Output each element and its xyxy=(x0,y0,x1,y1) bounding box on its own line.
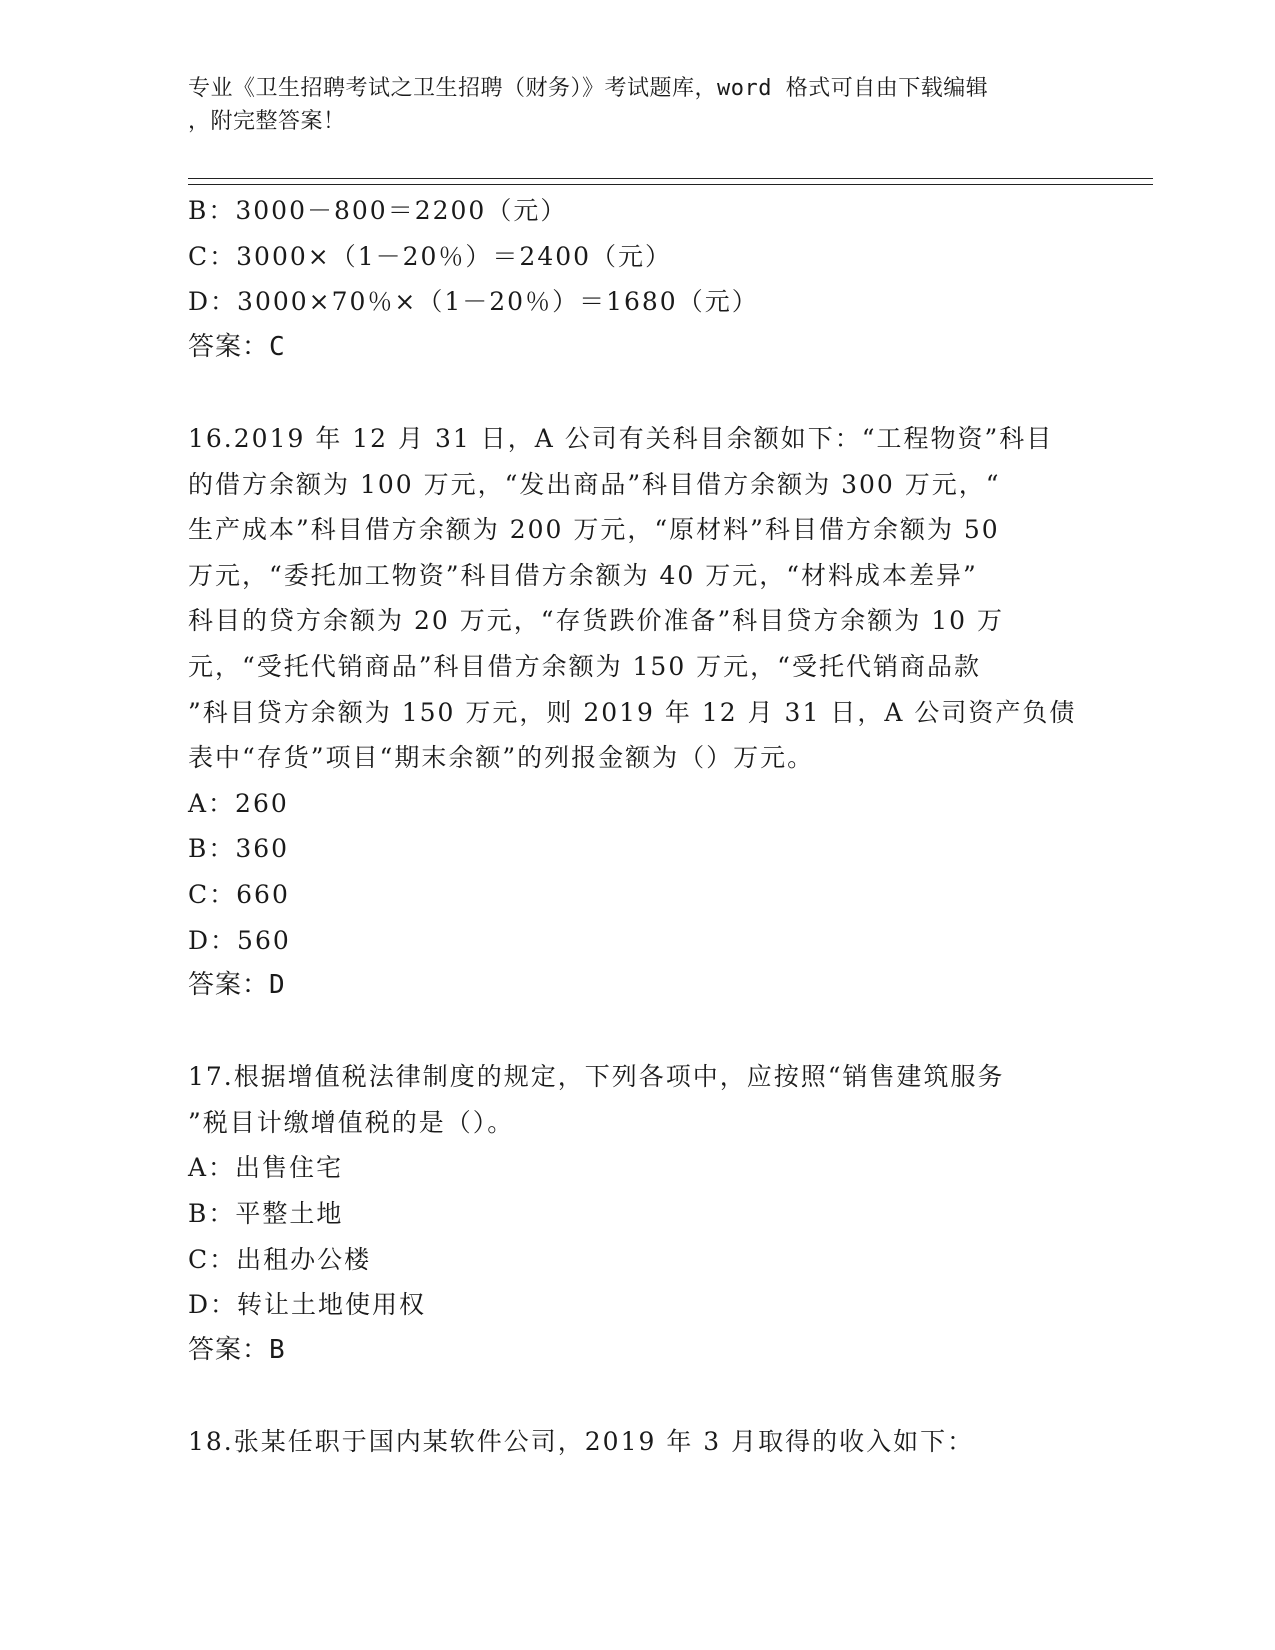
header-divider-bottom xyxy=(188,184,1153,185)
question-text-line: 18.张某任职于国内某软件公司，2019 年 3 月取得的收入如下： xyxy=(188,1427,975,1457)
question-17 xyxy=(188,1054,1078,1373)
page-header xyxy=(188,72,1068,138)
answer-line: 答案：C xyxy=(188,331,286,362)
question-16 xyxy=(188,416,1078,1009)
spacer xyxy=(188,1009,1078,1055)
option-c: C：出租办公楼 xyxy=(188,1244,372,1274)
option-b: B：平整土地 xyxy=(188,1199,344,1229)
option-a: A：出售住宅 xyxy=(188,1153,344,1183)
option-c: C：660 xyxy=(188,879,290,909)
answer-line: 答案：B xyxy=(188,1334,286,1365)
question-18 xyxy=(188,1419,1078,1465)
spacer xyxy=(188,370,1078,416)
question-text-line: ”税目计缴增值税的是（）。 xyxy=(188,1107,515,1137)
option-d: D：560 xyxy=(188,925,291,955)
header-divider-top xyxy=(188,178,1153,179)
question-text-line: 万元，“委托加工物资”科目借方余额为 40 万元，“材料成本差异” xyxy=(188,560,978,590)
question-text-line: 17.根据增值税法律制度的规定，下列各项中，应按照“销售建筑服务 xyxy=(188,1062,1005,1092)
document-body xyxy=(188,188,1078,1465)
option-d: D：转让土地使用权 xyxy=(188,1290,427,1320)
header-line-2: ，附完整答案！ xyxy=(188,109,346,134)
question-text-line: 的借方余额为 100 万元，“发出商品”科目借方余额为 300 万元，“ xyxy=(188,469,1001,499)
spacer xyxy=(188,1373,1078,1419)
header-line-1: 专业《卫生招聘考试之卫生招聘（财务）》考试题库，word 格式可自由下载编辑 xyxy=(188,76,989,101)
option-a: A：260 xyxy=(188,788,289,818)
question-text-line: 科目的贷方余额为 20 万元，“存货跌价准备”科目贷方余额为 10 万 xyxy=(188,606,1004,636)
option-c: C：3000×（1－20％）＝2400（元） xyxy=(188,241,673,271)
question-text-line: 表中“存货”项目“期末余额”的列报金额为（）万元。 xyxy=(188,743,815,773)
option-b: B：3000－800＝2200（元） xyxy=(188,196,568,225)
question-text-line: 元，“受托代销商品”科目借方余额为 150 万元，“受托代销商品款 xyxy=(188,651,981,681)
option-b: B：360 xyxy=(188,834,290,864)
question-text-line: ”科目贷方余额为 150 万元，则 2019 年 12 月 31 日，A 公司资产负债 xyxy=(188,697,1077,727)
question-15-tail xyxy=(188,188,1078,370)
answer-line: 答案：D xyxy=(188,970,286,1001)
question-text-line: 16.2019 年 12 月 31 日，A 公司有关科目余额如下：“工程物资”科目 xyxy=(188,423,1054,453)
question-text-line: 生产成本”科目借方余额为 200 万元，“原材料”科目借方余额为 50 xyxy=(188,515,1000,545)
option-d: D：3000×70％×（1－20％）＝1680（元） xyxy=(188,287,759,317)
